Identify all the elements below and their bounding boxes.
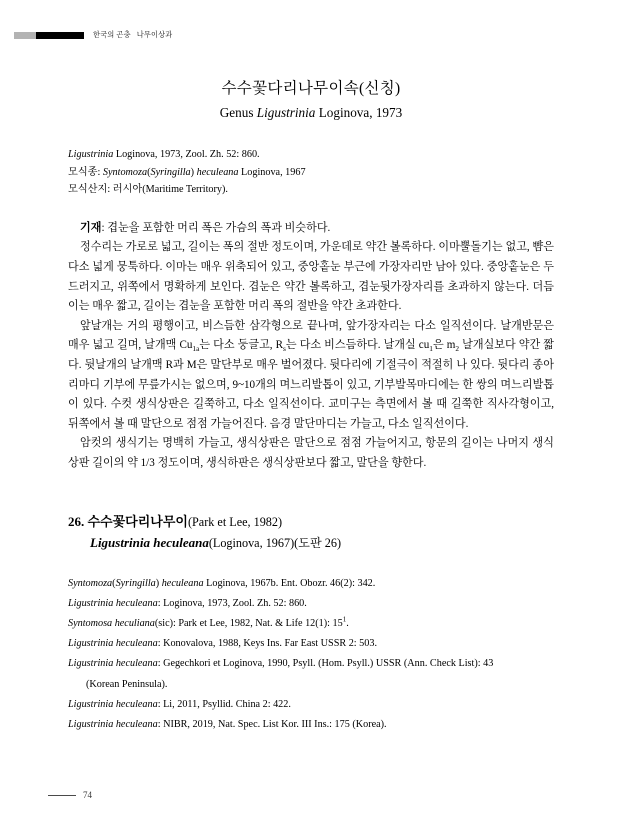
synonymy-row (68, 594, 554, 614)
genus-title-block (68, 78, 554, 123)
synonymy-name: Ligustrinia heculeana (68, 597, 158, 609)
description-paragraph-3: 암컷의 생식기는 명백히 가늘고, 생식상판은 말단으로 점점 가늘어지고, 항문의 길이는 나머지 생식상판 길이의 약 1/3 정도이며, 생식하판은 생식상판보다 짧고, 말단을 향한다. (68, 437, 554, 469)
species-scientific-name: Ligustrinia heculeana (90, 534, 209, 550)
type-species-subgenus: Syringilla (150, 166, 191, 178)
synonymy-row (68, 614, 554, 634)
footer-rule (48, 795, 76, 796)
synonymy-reference: : Loginova, 1973, Zool. Zh. 52: 860. (157, 597, 307, 609)
synonymy-row (68, 654, 554, 674)
synonymy-name: Syntomosa heculiana (68, 617, 155, 629)
synonymy-genus: Syntomoza (68, 577, 113, 589)
synonymy-name: Ligustrinia heculeana (68, 698, 158, 710)
synonymy-row (68, 574, 554, 594)
genus-type-species-row (68, 164, 554, 182)
footnote-marker: 1 (342, 615, 347, 624)
species-heading (68, 512, 554, 554)
genus-type-locality-row: 모식산지: 러시아(Maritime Territory). (68, 184, 228, 196)
synonymy-list (68, 574, 554, 736)
vein-subscript-rs: s (283, 343, 286, 353)
species-authority-1: (Park et Lee, 1982) (187, 514, 283, 529)
type-species-paren-open: ( (147, 166, 151, 178)
synonymy-row (68, 634, 554, 654)
synonymy-epithet: heculeana (161, 577, 204, 589)
description-body (68, 219, 554, 474)
type-species-paren-close: ) (190, 166, 197, 178)
species-korean-name: 수수꽃다리나무이 (87, 513, 188, 529)
synonymy-reference: : Li, 2011, Psyllid. China 2: 422. (157, 698, 291, 710)
synonymy-reference: Loginova, 1967b. Ent. Obozr. 46(2): 342. (203, 577, 376, 589)
synonymy-paren-open: ( (112, 577, 116, 589)
species-heading-line-1 (68, 512, 554, 532)
description-paragraph-1: 정수리는 가로로 넓고, 길이는 폭의 절반 정도이며, 가운데로 약간 볼록하다. 이마뿔돌기는 없고, 뺨은 다소 넓게 뭉툭하다. 이마는 매우 위축되어 있고, 중앙홑눈 부근에 가장자리만 남아 있다. 중앙홑눈은 두드러지고, 위쪽에서 명확하게 보인다. 겹눈은 약간 볼록하고, 겹눈뒷가장자리를 초과하지 않는다. 더듬이는 매우 짧고, 길이는 겹눈을 포함한 머리 폭의 절반을 약간 초과한다. (68, 241, 554, 313)
genus-latin-prefix: Genus (219, 105, 257, 120)
synonymy-reference: (sic): Park et Lee, 1982, Nat. & Life 12(1): 15 (154, 617, 343, 629)
header-gray-bar (14, 32, 36, 39)
description-label-line (68, 219, 554, 239)
description-paragraph-2 (68, 317, 554, 435)
species-plate-reference: (도판 26) (294, 535, 342, 550)
synonymy-reference: : Gegechkori et Loginova, 1990, Psyll. (Hom. Psyll.) USSR (Ann. Check List): 43 (157, 658, 494, 670)
page-number: 74 (83, 790, 92, 800)
synonymy-name: Ligustrinia heculeana (68, 658, 158, 670)
genus-citation-row (68, 146, 554, 164)
genus-latin-name: Ligustrinia (256, 105, 316, 120)
description-first-line: : 겹눈을 포함한 머리 폭은 가슴의 폭과 비슷하다. (101, 221, 331, 234)
citation-genus-rest: Loginova, 1973, Zool. Zh. 52: 860. (113, 149, 260, 160)
description-p2-seg3: 는 다소 비스듬하다. 날개실 cu (285, 339, 430, 352)
synonymy-reference: : Konovalova, 1988, Keys Ins. Far East USSR 2: 503. (157, 638, 378, 650)
description-p2-seg5: 날개실보다 약간 짧다. 뒷날개의 날개맥 R과 M은 말단부로 매우 벌어졌다. 뒷다리에 기절극이 적절히 나 있다. 뒷다리 종아리마디 기부에 무릎가시는 없으며, 9~10개의 며느리발톱이 있고, 기부발목마디에는 한 쌍의 며느리발톱이 있다. 수컷 생식상판은 길쭉하고, 다소 일직선이다. 교미구는 측면에서 볼 때 길쭉한 직사각형이고, 뒤쪽에서 볼 때 말단으로 점점 가늘어진다. 음경 말단마디는 가늘고, 다소 일직선이다. (68, 339, 554, 430)
synonymy-reference-end: . (346, 617, 349, 629)
citation-genus-italic: Ligustrinia (68, 149, 114, 160)
description-p2-seg1: 앞날개는 거의 평행이고, 비스듬한 삼각형으로 끝나며, 앞가장자리는 다소 일직선이다. 날개반문은 매우 넓고 길며, 날개맥 Cu (68, 319, 554, 352)
synonymy-subgenus: Syringilla (115, 577, 156, 589)
type-species-author: Loginova, 1967 (238, 166, 306, 178)
species-authority-2: (Loginova, 1967) (208, 535, 295, 550)
species-number: 26. (68, 513, 85, 529)
type-species-label: 모식종: (68, 166, 103, 178)
species-heading-line-2 (68, 532, 554, 554)
synonymy-row (68, 695, 554, 715)
running-header-text: 한국의 곤충 나무이상과 (93, 31, 173, 39)
description-label: 기재 (80, 221, 102, 234)
description-p2-seg4: 은 m (432, 339, 456, 352)
page-content (68, 0, 554, 735)
description-p2-seg2: 는 다소 둥글고, R (199, 339, 284, 352)
synonymy-row-continuation: (Korean Peninsula). (86, 678, 168, 690)
synonymy-name: Ligustrinia heculeana (68, 718, 158, 730)
synonymy-paren-close: ) (155, 577, 162, 589)
type-species-genus: Syntomoza (102, 166, 148, 178)
genus-latin-suffix: Loginova, 1973 (315, 105, 403, 120)
cell-subscript-cu1: 1 (429, 343, 433, 353)
synonymy-row (68, 715, 554, 735)
genus-citation-list (68, 146, 554, 199)
genus-korean-title: 수수꽃다리나무이속(신칭) (221, 80, 401, 97)
page-footer (48, 790, 92, 800)
genus-latin-title (68, 103, 554, 123)
cell-subscript-m2: 2 (455, 343, 460, 353)
synonymy-name: Ligustrinia heculeana (68, 638, 158, 650)
synonymy-reference: : NIBR, 2019, Nat. Spec. List Kor. III Ins.: 175 (Korea). (157, 718, 387, 730)
vein-subscript-cu1a: 1a (192, 343, 200, 353)
type-species-epithet: heculeana (196, 166, 239, 178)
